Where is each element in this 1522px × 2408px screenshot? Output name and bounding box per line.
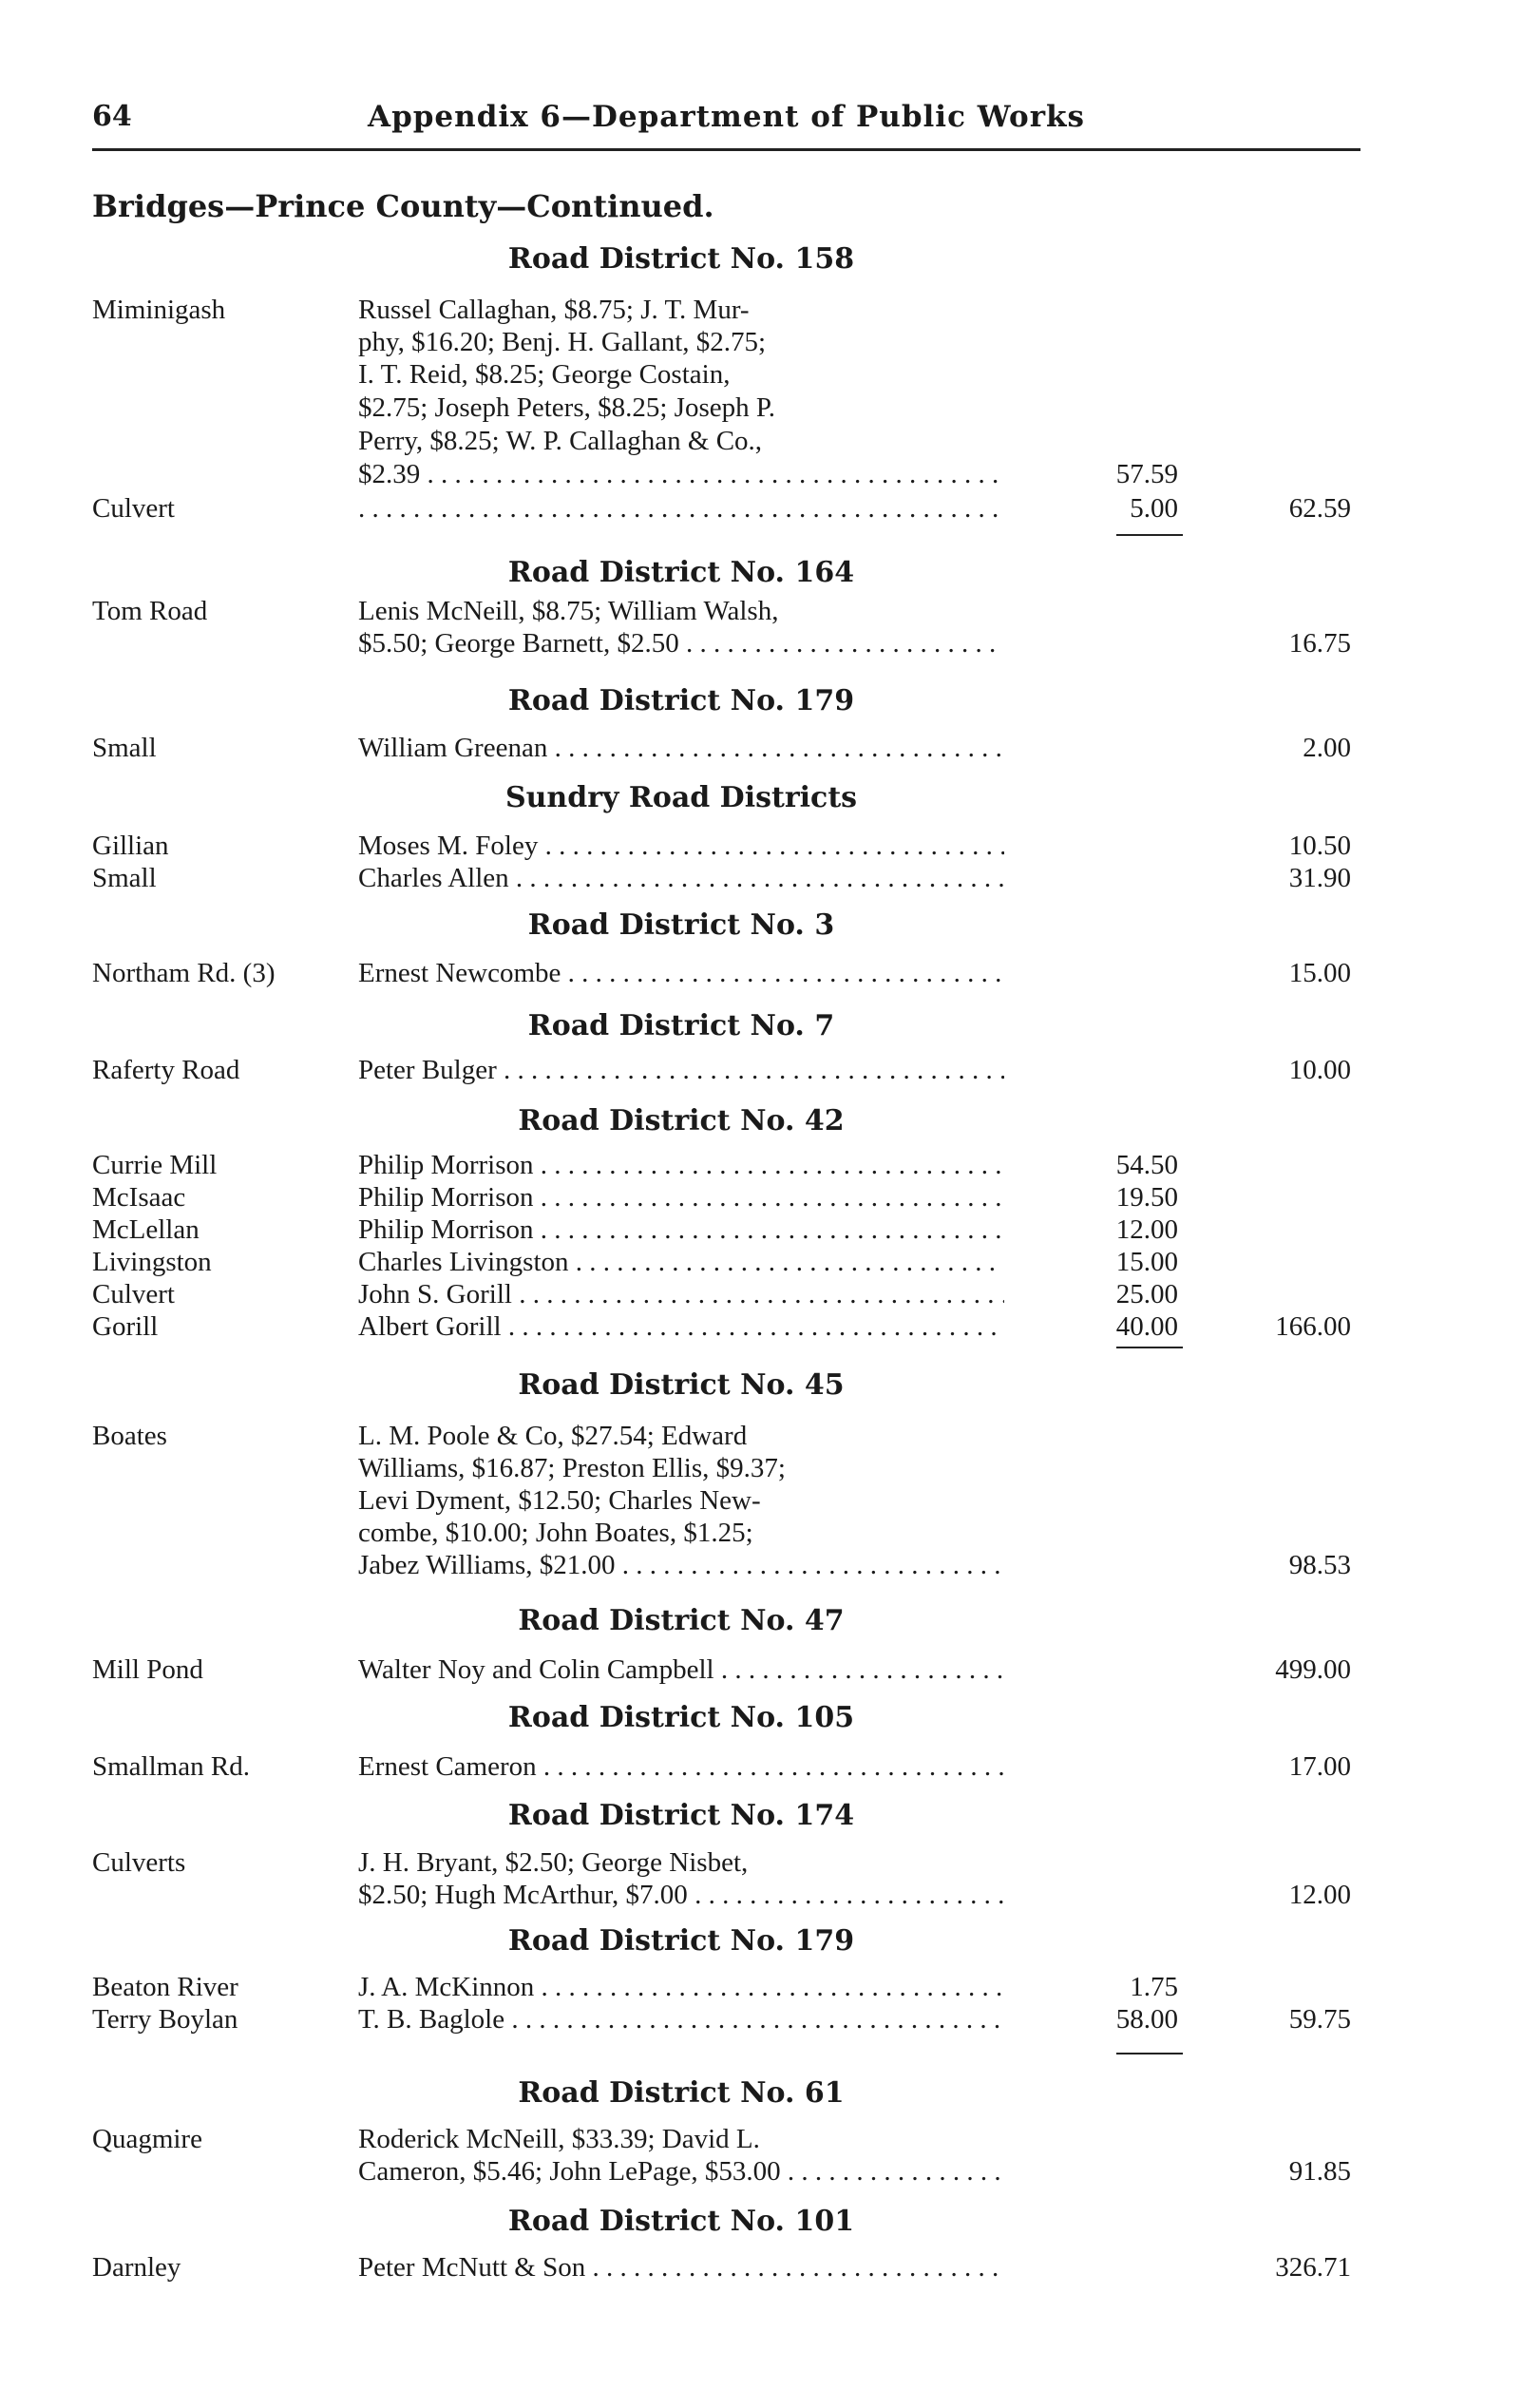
section-heading: Road District No. 61 [518, 2076, 845, 2110]
payee-text: Lenis McNeill, $8.75; William Walsh, [358, 596, 779, 626]
item-amount: 40.00 [1115, 1311, 1178, 1342]
location-label: Darnley [92, 2252, 181, 2283]
total-amount: 12.00 [1288, 1880, 1351, 1910]
total-amount: 15.00 [1288, 958, 1351, 988]
payee-text: J. A. McKinnon . . . [358, 1972, 1004, 2010]
location-label: Currie Mill [92, 1150, 218, 1180]
payee-text: Walter Noy and Colin Campbell . . . [358, 1654, 1004, 1692]
location-label: Livingston [92, 1247, 212, 1277]
total-amount: 59.75 [1288, 2004, 1351, 2035]
payee-text: Cameron, $5.46; John LePage, $53.00 . . . [358, 2156, 1004, 2194]
section-heading: Road District No. 101 [507, 2205, 855, 2238]
location-label: Quagmire [92, 2124, 202, 2154]
payee-text: Jabez Williams, $21.00 . . . [358, 1550, 1004, 1588]
subtotal-rule [1116, 1347, 1183, 1348]
payee-text: Philip Morrison . . . [358, 1150, 1004, 1188]
total-amount: 10.00 [1288, 1055, 1351, 1085]
total-amount: 91.85 [1288, 2156, 1351, 2187]
location-label: Boates [92, 1421, 167, 1451]
total-amount: 62.59 [1288, 493, 1351, 524]
location-label: Small [92, 733, 157, 763]
location-label: Culvert [92, 1279, 175, 1309]
payee-text: $2.75; Joseph Peters, $8.25; Joseph P. [358, 392, 776, 423]
total-amount: 499.00 [1275, 1654, 1351, 1685]
payee-text: $5.50; George Barnett, $2.50 . . . [358, 628, 1004, 666]
location-label: Beaton River [92, 1972, 238, 2002]
location-label: Mill Pond [92, 1654, 203, 1685]
payee-text: L. M. Poole & Co, $27.54; Edward [358, 1421, 748, 1451]
location-label: Tom Road [92, 596, 208, 626]
location-label: McIsaac [92, 1182, 186, 1213]
location-label: Culvert [92, 493, 175, 524]
payee-text: $2.39 . . . [358, 459, 1004, 497]
section-heading: Sundry Road Districts [504, 781, 858, 814]
payee-text: T. B. Baglole . . . [358, 2004, 1004, 2042]
payee-text: Peter McNutt & Son . . . [358, 2252, 1004, 2290]
payee-text: Charles Allen . . . [358, 863, 1004, 901]
location-label: Small [92, 863, 157, 893]
section-heading: Road District No. 47 [518, 1604, 845, 1637]
total-amount: 326.71 [1275, 2252, 1351, 2283]
page-number: 64 [92, 100, 132, 133]
payee-text: $2.50; Hugh McArthur, $7.00 . . . [358, 1880, 1004, 1918]
location-label: McLellan [92, 1214, 200, 1245]
total-amount: 166.00 [1275, 1311, 1351, 1342]
item-amount: 15.00 [1115, 1247, 1178, 1277]
item-amount: 19.50 [1115, 1182, 1178, 1213]
section-heading: Road District No. 42 [518, 1104, 845, 1137]
payee-text: Russel Callaghan, $8.75; J. T. Mur- [358, 295, 750, 325]
section-heading: Road District No. 174 [507, 1799, 855, 1832]
page-title: Appendix 6—Department of Public Works [368, 100, 1085, 134]
header-rule [92, 148, 1360, 151]
total-amount: 16.75 [1288, 628, 1351, 659]
location-label: Northam Rd. (3) [92, 958, 276, 988]
location-label: Raferty Road [92, 1055, 240, 1085]
item-amount: 54.50 [1115, 1150, 1178, 1180]
payee-text: Charles Livingston . . . [358, 1247, 1004, 1285]
section-heading: Road District No. 158 [507, 242, 855, 276]
payee-text: Albert Gorill . . . [358, 1311, 1004, 1349]
subtotal-rule [1116, 2053, 1183, 2054]
location-label: Miminigash [92, 295, 226, 325]
total-amount: 10.50 [1288, 831, 1351, 861]
total-amount: 2.00 [1303, 733, 1351, 763]
payee-text: Philip Morrison . . . [358, 1214, 1004, 1252]
section-heading: Road District No. 7 [527, 1009, 835, 1042]
total-amount: 17.00 [1288, 1751, 1351, 1782]
payee-text [358, 493, 1004, 531]
section-heading: Road District No. 45 [518, 1368, 845, 1402]
item-amount: 57.59 [1115, 459, 1178, 489]
continued-heading: Bridges—Prince County—Continued. [92, 188, 714, 224]
payee-text: William Greenan . . . [358, 733, 1004, 771]
payee-text: I. T. Reid, $8.25; George Costain, [358, 359, 731, 390]
payee-text: Moses M. Foley . . . [358, 831, 1004, 869]
item-amount: 58.00 [1115, 2004, 1178, 2035]
payee-text: J. H. Bryant, $2.50; George Nisbet, [358, 1847, 749, 1878]
payee-text: combe, $10.00; John Boates, $1.25; [358, 1518, 753, 1548]
payee-text: Levi Dyment, $12.50; Charles New- [358, 1485, 761, 1516]
payee-text: Roderick McNeill, $33.39; David L. [358, 2124, 760, 2154]
payee-text: Philip Morrison . . . [358, 1182, 1004, 1220]
location-label: Gillian [92, 831, 169, 861]
page-header [92, 100, 1360, 145]
item-amount: 1.75 [1130, 1972, 1178, 2002]
location-label: Culverts [92, 1847, 186, 1878]
payee-text: Peter Bulger . . . [358, 1055, 1004, 1093]
payee-text: John S. Gorill . . . [358, 1279, 1004, 1317]
item-amount: 5.00 [1130, 493, 1178, 524]
total-amount: 98.53 [1288, 1550, 1351, 1580]
subtotal-rule [1116, 534, 1183, 536]
section-heading: Road District No. 179 [507, 684, 855, 717]
item-amount: 25.00 [1115, 1279, 1178, 1309]
location-label: Gorill [92, 1311, 159, 1342]
section-heading: Road District No. 3 [527, 908, 835, 942]
item-amount: 12.00 [1115, 1214, 1178, 1245]
payee-text: Williams, $16.87; Preston Ellis, $9.37; [358, 1453, 786, 1483]
location-label: Smallman Rd. [92, 1751, 250, 1782]
section-heading: Road District No. 105 [507, 1701, 855, 1734]
section-heading: Road District No. 179 [507, 1924, 855, 1958]
location-label: Terry Boylan [92, 2004, 238, 2035]
payee-text: Ernest Cameron . . . [358, 1751, 1004, 1789]
payee-text: phy, $16.20; Benj. H. Gallant, $2.75; [358, 327, 767, 357]
section-heading: Road District No. 164 [507, 556, 855, 589]
payee-text: Ernest Newcombe . . . [358, 958, 1004, 996]
total-amount: 31.90 [1288, 863, 1351, 893]
payee-text: Perry, $8.25; W. P. Callaghan & Co., [358, 426, 763, 456]
